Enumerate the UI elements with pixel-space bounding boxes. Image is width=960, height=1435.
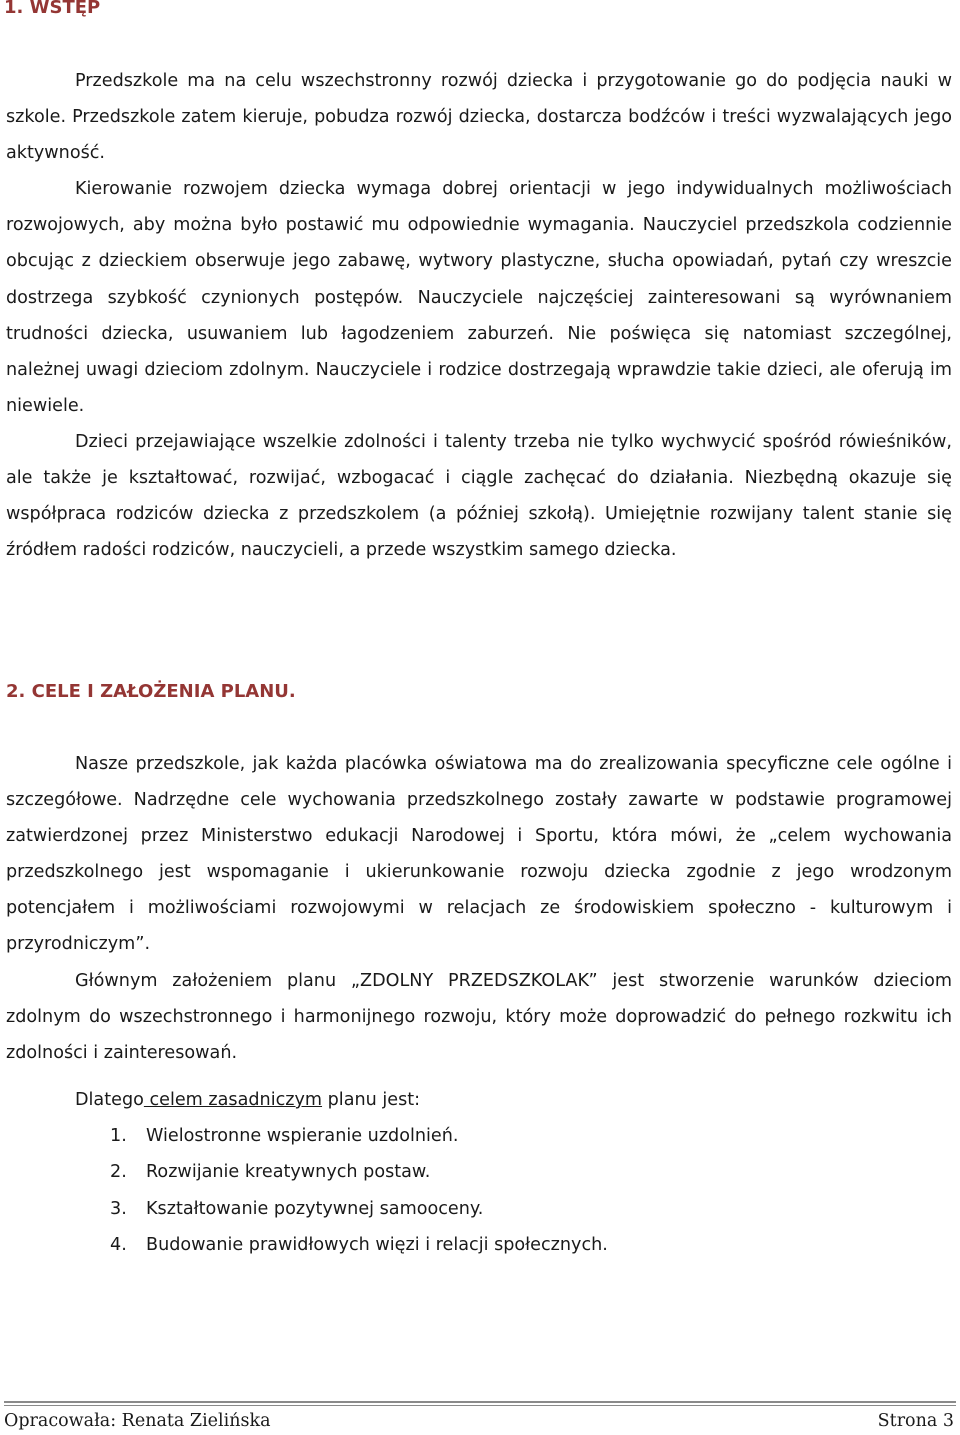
footer-divider: [4, 1401, 956, 1403]
list-item-number: 1.: [110, 1126, 127, 1146]
section-body-intro: [6, 63, 952, 568]
paragraph: Dzieci przejawiające wszelkie zdolności i talenty trzeba nie tylko wychwycić spośród rówieśników, ale także je kształtować, rozwijać, wzbogacać i ciągle zachęcać do działania. Niezbędną okazuje się współpraca rodziców dziecka z przedszkolem (a później szkołą). Umiejętnie rozwijany talent stanie się źródłem radości rodziców, nauczycieli, a przede wszystkim samego dziecka.: [6, 431, 952, 561]
list-item-text: Kształtowanie pozytywnej samooceny.: [146, 1198, 484, 1219]
list-intro-text-end: planu jest:: [322, 1090, 421, 1110]
footer-author: Opracowała: Renata Zielińska: [4, 1411, 271, 1431]
footer-page-number: Strona 3: [877, 1411, 954, 1431]
list-intro: [75, 1082, 420, 1118]
list-item: [110, 1154, 608, 1190]
list-item: [110, 1191, 608, 1227]
list-item: [110, 1227, 608, 1263]
page-footer: [4, 1411, 954, 1431]
goals-list: [110, 1118, 608, 1264]
list-item-number: 4.: [110, 1235, 127, 1256]
list-intro-underlined: celem zasadniczym: [143, 1090, 323, 1110]
section-body-goals: [6, 746, 952, 1071]
paragraph: Głównym założeniem planu „ZDOLNY PRZEDSZKOLAK” jest stworzenie warunków dzieciom zdolnym do wszechstronnego i harmonijnego rozwoju, który może doprowadzić do pełnego rozkwitu ich zdolności i zainteresowań.: [6, 970, 952, 1063]
paragraph: Kierowanie rozwojem dziecka wymaga dobrej orientacji w jego indywidualnych możliwościach rozwojowych, aby można było postawić mu odpowiednie wymagania. Nauczyciel przedszkola codziennie obcując z dzieckiem obserwuje jego zabawę, wytwory plastyczne, słucha opowiadań, pytań czy wreszcie dostrzega szybkość czynionych postępów. Nauczyciele najczęściej zainteresowani są wyrównaniem trudności dziecka, usuwaniem lub łagodzeniem zaburzeń. Nie poświęca się natomiast szczególnej, należnej uwagi dzieciom zdolnym. Nauczyciele i rodzice dostrzegają wprawdzie takie dzieci, ale oferują im niewiele.: [6, 179, 952, 416]
footer-divider-thin: [4, 1405, 956, 1406]
list-item-number: 3.: [110, 1198, 127, 1219]
list-item: [110, 1118, 608, 1154]
paragraph: Przedszkole ma na celu wszechstronny rozwój dziecka i przygotowanie go do podjęcia nauki w szkole. Przedszkole zatem kieruje, pobudza rozwój dziecka, dostarcza bodźców i treści wyzwalających jego aktywność.: [6, 71, 952, 164]
list-item-text: Wielostronne wspieranie uzdolnień.: [146, 1126, 459, 1146]
paragraph: Nasze przedszkole, jak każda placówka oświatowa ma do zrealizowania specyficzne cele ogólne i szczegółowe. Nadrzędne cele wychowania przedszkolnego zostały zawarte w podstawie programowej zatwierdzonej przez Ministerstwo edukacji Narodowej i Sportu, która mówi, że „celem wychowania przedszkolnego jest wspomaganie i ukierunkowanie rozwoju dziecka zgodnie z jego wrodzonym potencjałem i możliwościami rozwojowymi w relacjach ze środowiskiem społeczno - kulturowym i przyrodniczym”.: [6, 754, 952, 955]
list-item-text: Rozwijanie kreatywnych postaw.: [146, 1162, 431, 1183]
list-item-number: 2.: [110, 1162, 127, 1183]
section-heading-intro: 1. WSTĘP: [4, 0, 101, 18]
list-intro-text: Dlatego: [75, 1090, 144, 1110]
section-heading-goals: 2. CELE I ZAŁOŻENIA PLANU.: [6, 681, 296, 702]
list-item-text: Budowanie prawidłowych więzi i relacji społecznych.: [146, 1235, 608, 1256]
